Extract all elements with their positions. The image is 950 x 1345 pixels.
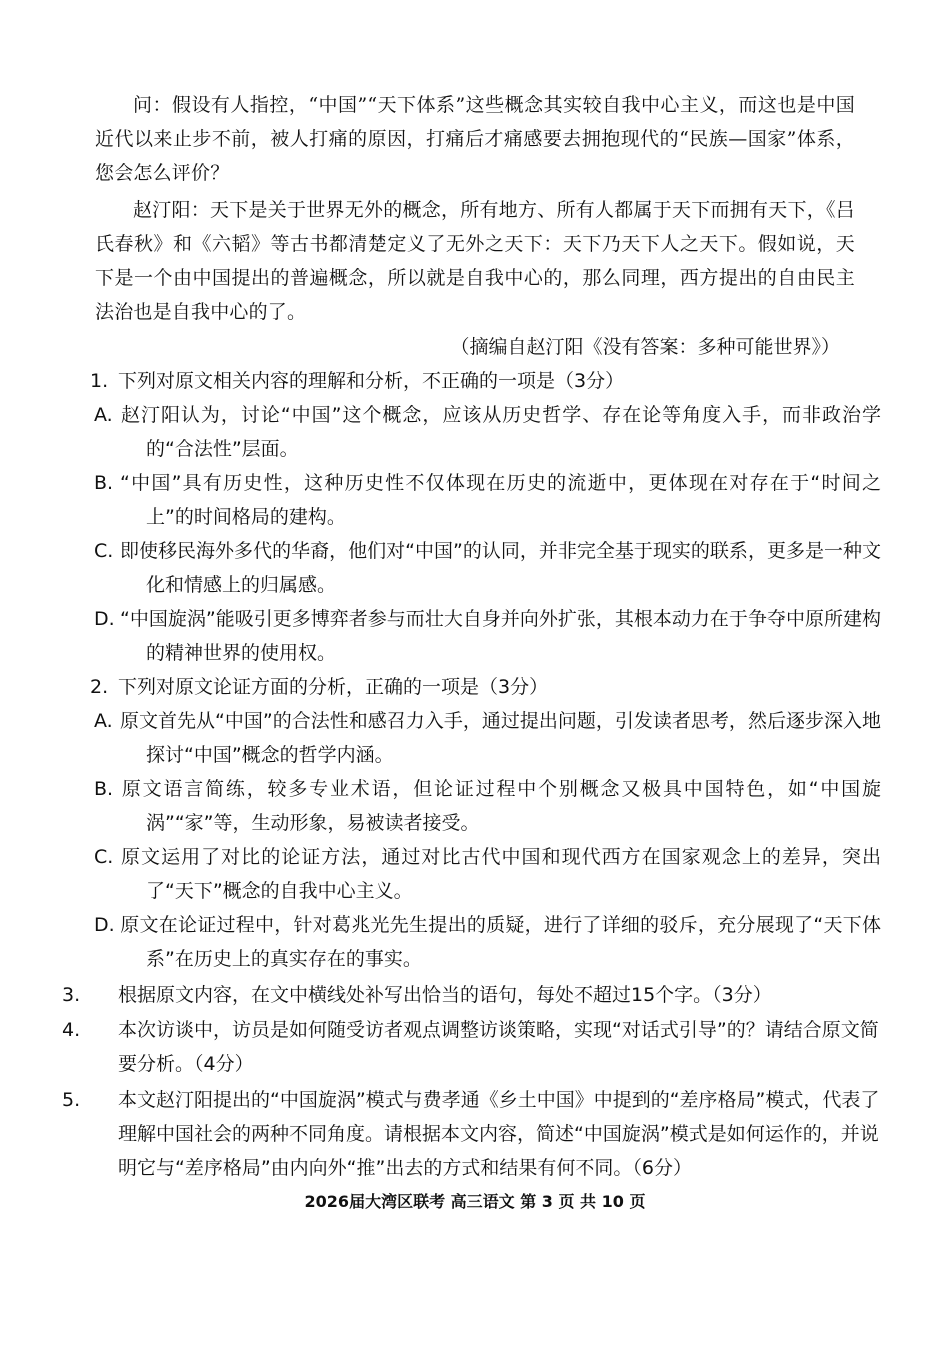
source-citation: （摘编自赵汀阳《没有答案：多种可能世界》）: [450, 336, 840, 358]
question-2-option-d: D. 原文在论证过程中，针对葛兆光先生提出的质疑，进行了详细的驳斥，充分展现了“天下体系”在历史上的真实存在的事实。: [94, 914, 881, 970]
question-stem: 本文赵汀阳提出的“中国旋涡”模式与费孝通《乡土中国》中提到的“差序格局”模式，代表了理解中国社会的两种不同角度。请根据本文内容，简述“中国旋涡”模式是如何运作的，并说明它与“差序格局”由内向外“推”出去的方式和结果有何不同。（6分）: [118, 1089, 880, 1179]
option-text: 原文运用了对比的论证方法，通过对比古代中国和现代西方在国家观念上的差异，突出了“天下”概念的自我中心主义。: [120, 846, 881, 902]
question-stem: 本次访谈中，访员是如何随受访者观点调整访谈策略，实现“对话式引导”的？请结合原文简要分析。（4分）: [118, 1019, 879, 1075]
question-stem: 根据原文内容，在文中横线处补写出恰当的语句，每处不超过15个字。（3分）: [118, 984, 772, 1006]
question-number: 5.: [62, 1089, 81, 1111]
question-1-option-b: B. “中国”具有历史性，这种历史性不仅体现在历史的流逝中，更体现在对存在于“时间之上”的时间格局的建构。: [94, 472, 881, 528]
question-number: 4.: [62, 1019, 81, 1041]
question-2: [90, 670, 860, 704]
option-text: 赵汀阳认为，讨论“中国”这个概念，应该从历史哲学、存在论等角度入手，而非政治学的“合法性”层面。: [120, 404, 881, 460]
option-text: 即使移民海外多代的华裔，他们对“中国”的认同，并非完全基于现实的联系，更多是一种文化和情感上的归属感。: [120, 540, 881, 596]
question-5: [62, 1083, 888, 1185]
question-stem: 下列对原文论证方面的分析，正确的一项是（3分）: [118, 676, 549, 698]
question-4: [62, 1013, 888, 1081]
interview-answer: 赵汀阳：天下是关于世界无外的概念，所有地方、所有人都属于天下而拥有天下，《吕氏春秋》和《六韬》等古书都清楚定义了无外之天下：天下乃天下人之天下。假如说，天下是一个由中国提出的普遍概念，所以就是自我中心的，那么同理，西方提出的自由民主法治也是自我中心的了。: [95, 199, 855, 323]
question-number: 1.: [90, 370, 109, 392]
question-stem: 下列对原文相关内容的理解和分析，不正确的一项是（3分）: [118, 370, 625, 392]
question-1-option-d: D. “中国旋涡”能吸引更多博弈者参与而壮大自身并向外扩张，其根本动力在于争夺中原所建构的精神世界的使用权。: [94, 608, 881, 664]
question-3: [62, 978, 888, 1012]
page-footer: 2026届大湾区联考 高三语文 第 3 页 共 10 页: [304, 1192, 646, 1211]
option-text: 原文在论证过程中，针对葛兆光先生提出的质疑，进行了详细的驳斥，充分展现了“天下体系”在历史上的真实存在的事实。: [120, 914, 881, 970]
question-2-option-b: B. 原文语言简练，较多专业术语，但论证过程中个别概念又极具中国特色，如“中国旋涡”“家”等，生动形象，易被读者接受。: [94, 778, 881, 834]
option-text: 原文首先从“中国”的合法性和感召力入手，通过提出问题，引发读者思考，然后逐步深入地探讨“中国”概念的哲学内涵。: [120, 710, 881, 766]
question-number: 2.: [90, 676, 109, 698]
question-2-option-a: A. 原文首先从“中国”的合法性和感召力入手，通过提出问题，引发读者思考，然后逐步深入地探讨“中国”概念的哲学内涵。: [94, 710, 881, 766]
question-1: [90, 364, 860, 398]
option-text: “中国”具有历史性，这种历史性不仅体现在历史的流逝中，更体现在对存在于“时间之上”的时间格局的建构。: [120, 472, 881, 528]
option-text: 原文语言简练，较多专业术语，但论证过程中个别概念又极具中国特色，如“中国旋涡”“家”等，生动形象，易被读者接受。: [120, 778, 881, 834]
question-2-option-c: C. 原文运用了对比的论证方法，通过对比古代中国和现代西方在国家观念上的差异，突出了“天下”概念的自我中心主义。: [94, 846, 881, 902]
interview-question: 问：假设有人指控，“中国”“天下体系”这些概念其实较自我中心主义，而这也是中国近代以来止步不前，被人打痛的原因，打痛后才痛感要去拥抱现代的“民族—国家”体系，您会怎么评价？: [95, 94, 855, 184]
option-text: “中国旋涡”能吸引更多博弈者参与而壮大自身并向外扩张，其根本动力在于争夺中原所建构的精神世界的使用权。: [120, 608, 881, 664]
question-1-option-a: A. 赵汀阳认为，讨论“中国”这个概念，应该从历史哲学、存在论等角度入手，而非政治学的“合法性”层面。: [94, 404, 881, 460]
question-1-option-c: C. 即使移民海外多代的华裔，他们对“中国”的认同，并非完全基于现实的联系，更多是一种文化和情感上的归属感。: [94, 540, 881, 596]
question-number: 3.: [62, 984, 81, 1006]
